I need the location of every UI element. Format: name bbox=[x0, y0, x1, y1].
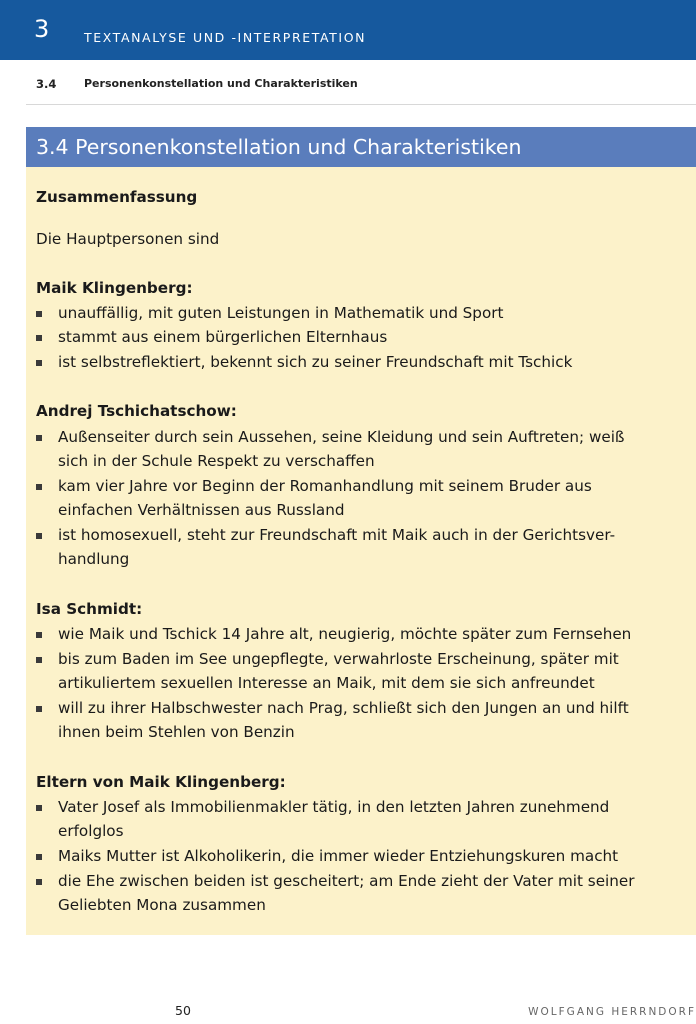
subsection-number: 3.4 bbox=[36, 77, 57, 91]
list-item-text: kam vier Jahre vor Beginn der Romanhandlung mit seinem Bruder aus bbox=[58, 477, 592, 495]
chapter-title: TEXTANALYSE UND -INTERPRETATION bbox=[84, 30, 367, 45]
bullet-icon bbox=[36, 805, 42, 811]
bullet-icon bbox=[36, 657, 42, 663]
list-item-text: bis zum Baden im See ungepflegte, verwahrloste Erscheinung, später mit bbox=[58, 650, 619, 668]
bullet-icon bbox=[36, 335, 42, 341]
bullet-icon bbox=[36, 854, 42, 860]
list-item-text: einfachen Verhältnissen aus Russland bbox=[58, 501, 345, 519]
bullet-icon bbox=[36, 311, 42, 317]
list-item-text: Maiks Mutter ist Alkoholikerin, die immer wieder Entziehungskuren macht bbox=[58, 847, 619, 865]
subsection-title: Personenkonstellation und Charakteristiken bbox=[84, 77, 358, 90]
character-name: Eltern von Maik Klingenberg: bbox=[36, 773, 286, 791]
summary-heading: Zusammenfassung bbox=[36, 188, 198, 206]
list-item-text: handlung bbox=[58, 550, 130, 568]
list-item-text: unauffällig, mit guten Leistungen in Mathematik und Sport bbox=[58, 304, 504, 322]
list-item-text: wie Maik und Tschick 14 Jahre alt, neugierig, möchte später zum Fernsehen bbox=[58, 625, 632, 643]
section-title: 3.4 Personenkonstellation und Charakteristiken bbox=[36, 135, 522, 159]
bullet-icon bbox=[36, 360, 42, 366]
chapter-header-bar bbox=[0, 0, 696, 60]
bullet-icon bbox=[36, 435, 42, 441]
character-name: Isa Schmidt: bbox=[36, 600, 143, 618]
character-name: Andrej Tschichatschow: bbox=[36, 402, 237, 420]
header-divider bbox=[26, 104, 696, 105]
bullet-icon bbox=[36, 484, 42, 490]
author-name: WOLFGANG HERRNDORF bbox=[528, 1006, 696, 1018]
list-item-text: Außenseiter durch sein Aussehen, seine Kleidung und sein Auftreten; weiß bbox=[58, 428, 625, 446]
list-item-text: Geliebten Mona zusammen bbox=[58, 896, 266, 914]
list-item-text: stammt aus einem bürgerlichen Elternhaus bbox=[58, 328, 388, 346]
bullet-icon bbox=[36, 706, 42, 712]
list-item-text: erfolglos bbox=[58, 822, 124, 840]
character-name: Maik Klingenberg: bbox=[36, 279, 193, 297]
bullet-icon bbox=[36, 533, 42, 539]
summary-intro: Die Hauptpersonen sind bbox=[36, 230, 220, 248]
list-item-text: artikuliertem sexuellen Interesse an Maik, mit dem sie sich anfreundet bbox=[58, 674, 595, 692]
list-item-text: ist homosexuell, steht zur Freundschaft mit Maik auch in der Gerichtsver- bbox=[58, 526, 616, 544]
list-item-text: Vater Josef als Immobilienmakler tätig, in den letzten Jahren zunehmend bbox=[58, 798, 610, 816]
list-item-text: will zu ihrer Halbschwester nach Prag, schließt sich den Jungen an und hilft bbox=[58, 699, 629, 717]
list-item-text: ist selbstreflektiert, bekennt sich zu seiner Freundschaft mit Tschick bbox=[58, 353, 573, 371]
list-item-text: die Ehe zwischen beiden ist gescheitert; am Ende zieht der Vater mit seiner bbox=[58, 872, 635, 890]
section-title-band bbox=[26, 127, 696, 167]
bullet-icon bbox=[36, 879, 42, 885]
summary-box bbox=[26, 167, 696, 935]
page-number: 50 bbox=[175, 1003, 191, 1018]
chapter-number: 3 bbox=[34, 15, 50, 43]
bullet-icon bbox=[36, 632, 42, 638]
list-item-text: sich in der Schule Respekt zu verschaffen bbox=[58, 452, 375, 470]
list-item-text: ihnen beim Stehlen von Benzin bbox=[58, 723, 295, 741]
